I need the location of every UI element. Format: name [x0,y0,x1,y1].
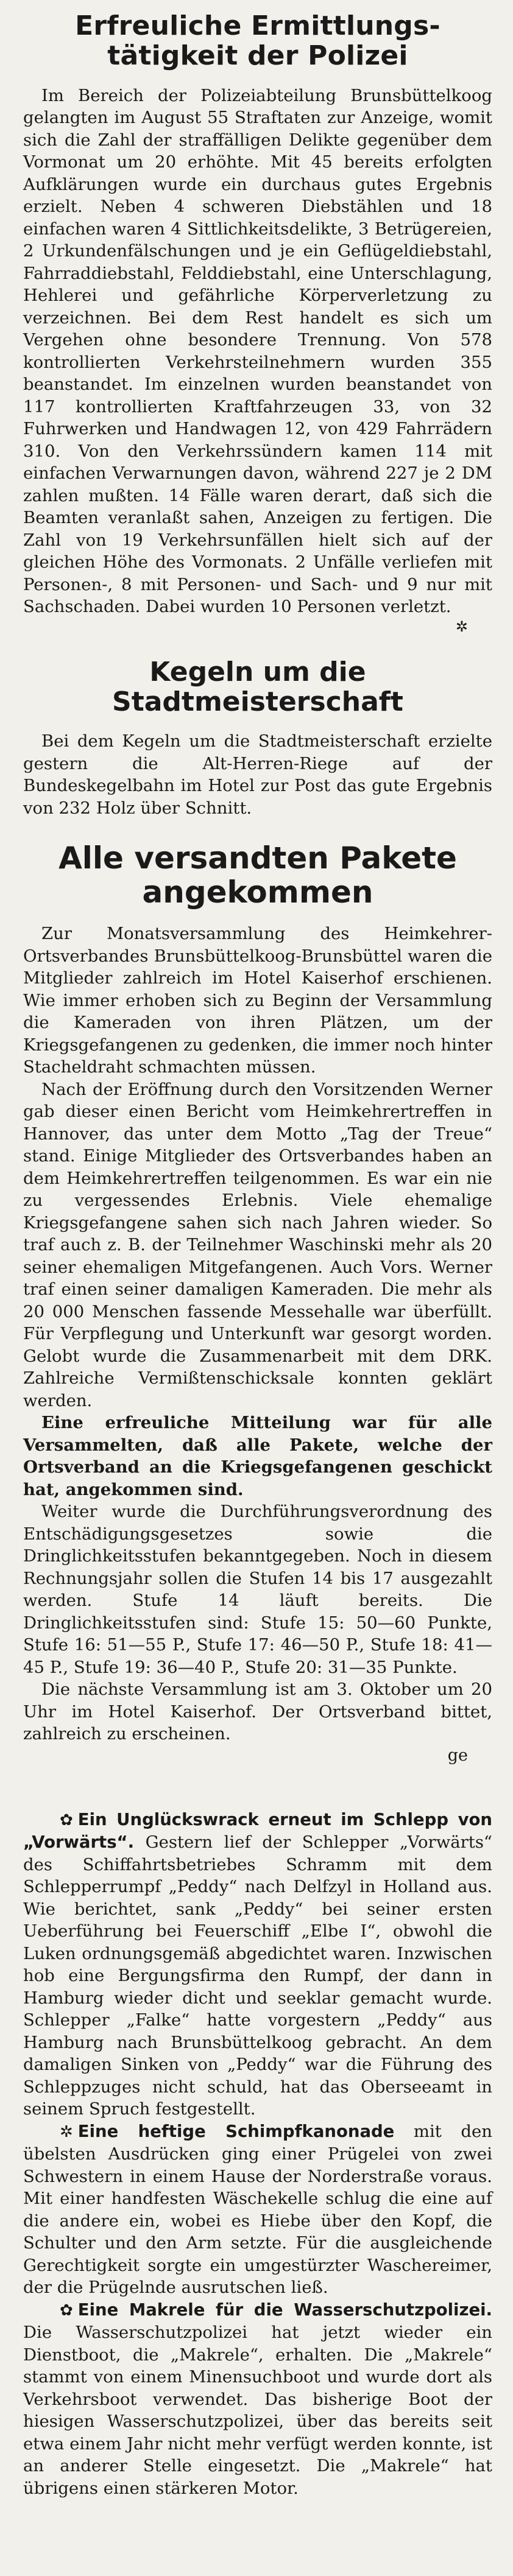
brief-wreck-leadin: Ein Unglückswrack erneut im Schlepp von „Vorwärts“. [23,1809,492,1853]
brief-makrele-leadin: Eine Makrele für die Wasserschutzpolizei. [77,2300,492,2320]
brief-quarrel [23,2120,492,2299]
flower-ornament-icon: ✿ [60,1811,73,1829]
flower-ornament-icon: ✿ [60,2301,73,2320]
article-parcels-paragraph-1: Zur Monatsversammlung des Heimkehrer-Ortsverbandes Brunsbüttelkoog-Brunsbüttel waren die Mitglieder zahlreich im Hotel Kaiserhof erschienen. Wie immer erhoben sich zu Beginn der Versammlung die Kameraden von ihren Plätzen, um der Kriegsgefangenen zu gedenken, die immer noch hinter Stacheldraht schmachten müssen. [23,924,492,1077]
article-police-statistics [23,11,492,635]
article-bowling-body: Bei dem Kegeln um die Stadtmeisterschaft erzielte gestern die Alt-Herren-Riege auf der Bundeskegelbahn im Hotel zur Post das gute Ergebnis von 232 Holz über Schnitt. [23,731,492,818]
brief-makrele-text: Die Wasserschutzpolizei hat jetzt wieder ein Dienstboot, die „Makrele“, erhalten. Die „Makrele“ stammt von einem Minensuchboot und wurde dort als Verkehrsboot verwendet. Das bisherige Boot der hiesigen Wasserschutzpolizei, über das bereits seit etwa einem Jahr nicht mehr verfügt werden konnte, ist an anderer Stelle eingesetzt. Die „Makrele“ hat übrigens einen stärkeren Motor. [23,2323,492,2498]
star-ornament-icon: ✲ [60,2122,73,2141]
article-parcels-paragraph-2: Nach der Eröffnung durch den Vorsitzenden Werner gab dieser einen Bericht vom Heimkehrertreffen in Hannover, das unter dem Motto „Tag der Treue“ stand. Einige Mitglieder des Ortsverbandes haben an dem Heimkehrertreffen teilgenommen. Es war ein nie zu vergessendes Erlebnis. Viele ehemalige Kriegsgefangene sahen sich nach Jahren wieder. So traf auch z. B. der Teilnehmer Waschinski mehr als 20 seiner ehemaligen Mitgefangenen. Auch Vors. Werner traf einen seiner damaligen Kameraden. Die mehr als 20 000 Menschen fassende Messehalle war überfüllt. Für Verpflegung und Unterkunft war gesorgt worden. Gelobt wurde die Zusammenarbeit mit dem DRK. Zahlreiche Vermißtenschicksale konnten geklärt werden. [23,1079,492,1410]
brief-wreck-text: Gestern lief der Schlepper „Vorwärts“ des Schiffahrtsbetriebes Schramm mit dem Schlepperrumpf „Peddy“ nach Delfzyl in Holland aus. Wie berichtet, sank „Peddy“ bei seiner ersten Ueberführung bei Feuerschiff „Elbe I“, obwohl die Luken ordnungsgemäß abgedichtet waren. Inzwischen hob eine Bergungsfirma den Rumpf, der dann in Hamburg wieder dicht und seeklar gemacht wurde. Schlepper „Falke“ hatte vorgestern „Peddy“ aus Hamburg nach Brunsbüttelkoog gebracht. An dem damaligen Sinken von „Peddy“ war die Führung des Schleppzuges nicht schuld, hat das Oberseeamt in seinem Spruch festgestellt. [23,1832,492,2119]
star-ornament-icon: ✲ [455,618,468,635]
brief-makrele [23,2299,492,2500]
article-bowling [23,657,492,820]
article-parcels-paragraph-3: Eine erfreuliche Mitteilung war für alle Versammelten, daß alle Pakete, welche der Ortsverband an die Kriegsgefangenen geschickt hat, angekommen sind. [23,1413,492,1499]
brief-quarrel-leadin: Eine heftige Schimpfkanonade [77,2121,395,2141]
article-police-body: Im Bereich der Polizeiabteilung Brunsbüttelkoog gelangten im August 55 Straftaten zur Anzeige, womit sich die Zahl der straffälligen Delikte gegenüber dem Vormonat um 20 erhöhte. Mit 45 bereits erfolgten Aufklärungen wurde ein durchaus gutes Ergebnis erzielt. Neben 4 schweren Diebstählen und 18 einfachen waren 4 Sittlichkeitsdelikte, 3 Betrügereien, 2 Urkundenfälschungen und je ein Geflügeldiebstahl, Fahrraddiebstahl, Felddiebstahl, eine Unterschlagung, Hehlerei und gefährliche Körperverletzung zu verzeichnen. Bei dem Rest handelt es sich um Vergehen ohne besondere Trennung. Von 578 kontrollierten Verkehrsteilnehmern wurden 355 beanstandet. Im einzelnen wurden beanstandet von 117 kontrollierten Kraftfahrzeugen 33, von 32 Fuhrwerken und Handwagen 12, von 429 Fahrrädern 310. Von den Verkehrssündern kamen 114 mit einfachen Verwarnungen davon, während 227 je 2 DM zahlen mußten. 14 Fälle waren derart, daß sich die Beamten veranlaßt sahen, Anzeigen zu fertigen. Die Zahl von 19 Verkehrsunfällen hielt sich auf der gleichen Höhe des Vormonats. 2 Unfälle verliefen mit Personen-, 8 mit Personen- und Sach- und 9 nur mit Sachschaden. Dabei wurden 10 Personen verletzt. [23,85,492,617]
article-parcels-paragraph-5: Die nächste Versammlung ist am 3. Oktober um 20 Uhr im Hotel Kaiserhof. Der Ortsverband bittet, zahlreich zu erscheinen. [23,1680,492,1744]
author-signature: ge [447,1745,468,1765]
news-briefs [23,1809,492,2500]
headline-parcels: Alle versandten Pakete angekommen [58,840,457,910]
brief-wreck [23,1809,492,2120]
article-parcels-paragraph-4: Weiter wurde die Durchführungsverordnung des Entschädigungsgesetzes sowie die Dringlichkeitsstufen bekanntgegeben. Noch in diesem Rechnungsjahr sollen die Stufen 14 bis 17 ausgezahlt werden. Stufe 14 läuft bereits. Die Dringlichkeitsstufen sind: Stufe 15: 50—60 Punkte, Stufe 16: 51—55 P., Stufe 17: 46—50 P., Stufe 18: 41—45 P., Stufe 19: 36—40 P., Stufe 20: 31—35 Punkte. [23,1502,492,1677]
headline-police: Erfreuliche Ermittlungs-tätigkeit der Polizei [75,10,440,72]
article-parcels [23,841,492,1766]
headline-bowling: Kegeln um die Stadtmeisterschaft [112,656,403,717]
brief-quarrel-text: mit den übelsten Ausdrücken ging einer Prügelei von zwei Schwestern in einem Hause der Norderstraße voraus. Mit einer handfesten Wäschekelle schlug die eine auf die andere ein, wobei es Hiebe über den Kopf, die Schulter und den Arm setzte. Für die ausgleichende Gerechtigkeit sorgte ein umgestürzter Waschereimer, der die Prügelnde ausrutschen ließ. [23,2121,492,2298]
